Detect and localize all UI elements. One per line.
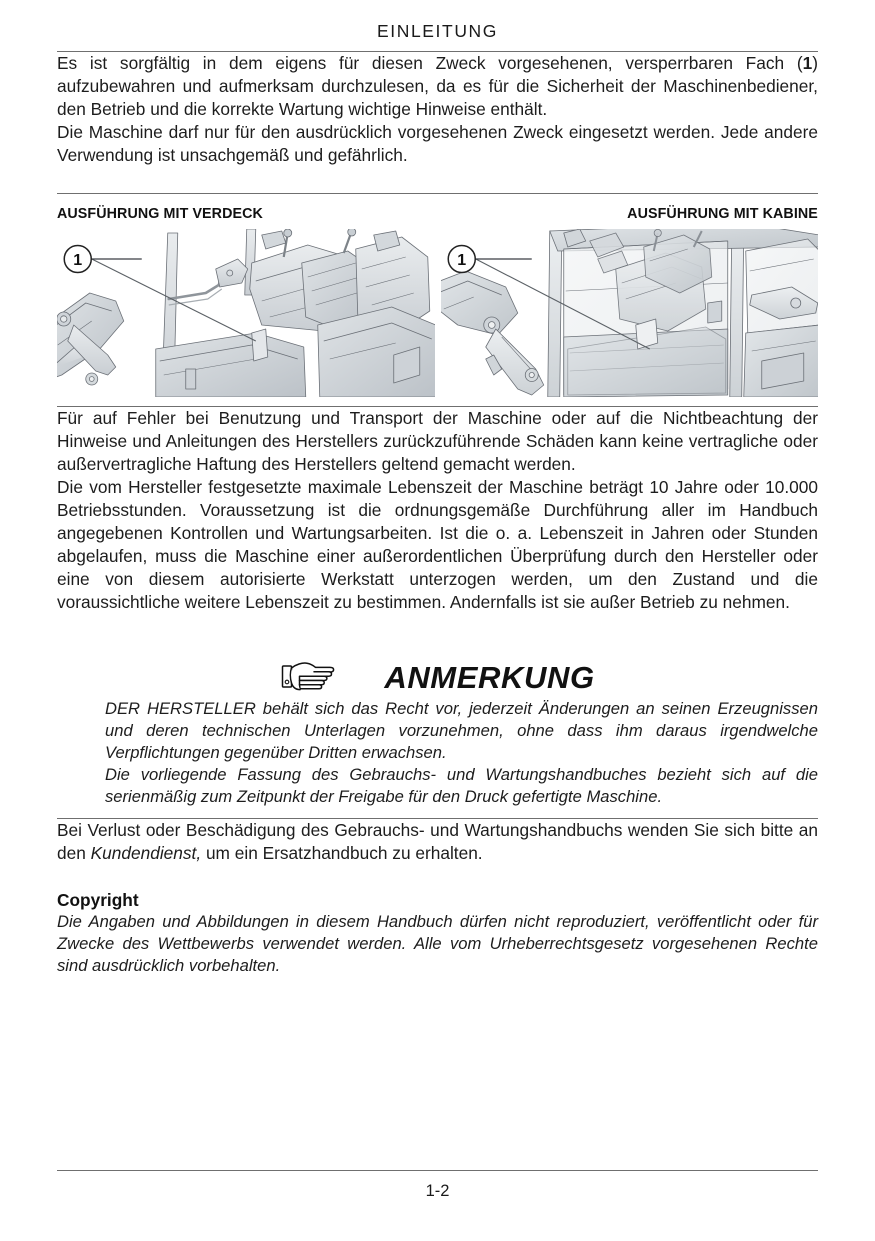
page-footer — [57, 1170, 818, 1201]
replacement-text-part-a: Bei Verlust oder Beschädigung des Gebrauchs- und Wartungshandbuchs wenden Sie sich bitte an den — [57, 820, 818, 864]
svg-text:1: 1 — [73, 252, 83, 269]
intro-paragraph-1 — [57, 52, 818, 121]
replacement-text-part-b: um ein Ersatzhandbuch zu erhalten. — [201, 843, 483, 864]
note-body — [105, 698, 818, 808]
figure-caption-right: AUSFÜHRUNG MIT KABINE — [627, 205, 818, 222]
pointing-hand-icon — [280, 658, 336, 698]
replacement-emphasis: Kundendienst, — [90, 843, 202, 864]
intro-paragraph-2: Die Maschine darf nur für den ausdrücklich vorgesehenen Zweck eingesetzt werden. Jede andere Verwendung ist unsachgemäß und gefährlich. — [57, 122, 818, 165]
note-paragraph-2: Die vorliegende Fassung des Gebrauchs- und Wartungshandbuches bezieht sich auf die serienmäßig zum Zeitpunkt der Freigabe für den Druck gefertigte Maschine. — [105, 765, 818, 807]
page-content — [57, 0, 818, 1241]
intro-paragraph-1-part-b: ) aufzubewahren und aufmerksam durchzulesen, da es für die Sicherheit der Maschinenbediener, den Betrieb und die korrekte Wartung wichtige Hinweise enthält. — [57, 53, 818, 119]
intro-paragraph-1-part-a: Es ist sorgfältig in dem eigens für diesen Zweck vorgesehenen, versperrbaren Fach ( — [57, 53, 803, 73]
copyright-heading: Copyright — [57, 890, 139, 911]
figure-cabin-version — [441, 229, 819, 397]
intro-callout-reference: 1 — [802, 53, 813, 73]
replacement-paragraph — [57, 819, 818, 865]
page-number: 1-2 — [425, 1182, 450, 1200]
copyright-paragraph: Die Angaben und Abbildungen in diesem Handbuch dürfen nicht reproduziert, veröffentlicht oder für Zwecke des Wettbewerbs verwendet werden. Alle vom Urheberrechtsgesetz vorgesehenen Rechte sind ausdrücklich vorbehalten. — [57, 912, 818, 976]
figure-captions — [57, 205, 818, 222]
note-paragraph-1: DER HERSTELLER behält sich das Recht vor, jederzeit Änderungen an seinen Erzeugnissen und deren technischen Unterlagen vorzunehmen, ohne dass ihm daraus irgendwelche Verpflichtungen gegenüber Dritten erwachsen. — [105, 699, 818, 763]
note-header — [57, 658, 818, 698]
figure-top-divider — [57, 193, 818, 194]
liability-paragraph-1: Für auf Fehler bei Benutzung und Transport der Maschine oder auf die Nichtbeachtung der Hinweise und Anleitungen des Herstellers zurückzuführende Schäden kann keine vertragliche oder außervertragliche Haftung des Herstellers geltend gemacht werden. — [57, 408, 818, 474]
figure-caption-left: AUSFÜHRUNG MIT VERDECK — [57, 205, 263, 222]
figure-row — [57, 229, 818, 397]
svg-text:1: 1 — [456, 252, 466, 269]
page-title: EINLEITUNG — [376, 21, 499, 41]
note-title: ANMERKUNG — [384, 660, 595, 695]
figure-canopy-version — [57, 229, 435, 397]
liability-paragraph-2: Die vom Hersteller festgesetzte maximale Lebenszeit der Maschine beträgt 10 Jahre oder 10.000 Betriebsstunden. Voraussetzung ist die ordnungsgemäße Durchführung aller im Handbuch angegebenen Kontrollen und Wartungsarbeiten. Ist die o. a. Lebenszeit in Jahren oder Stunden abgelaufen, muss die Maschine einer außerordentlichen Überprüfung durch den Hersteller oder eine von diesem autorisierte Werkstatt unterzogen werden, um den Zustand und die voraussichtliche weitere Lebenszeit zu bestimmen. Andernfalls ist sie außer Betrieb zu nehmen. — [57, 477, 818, 612]
